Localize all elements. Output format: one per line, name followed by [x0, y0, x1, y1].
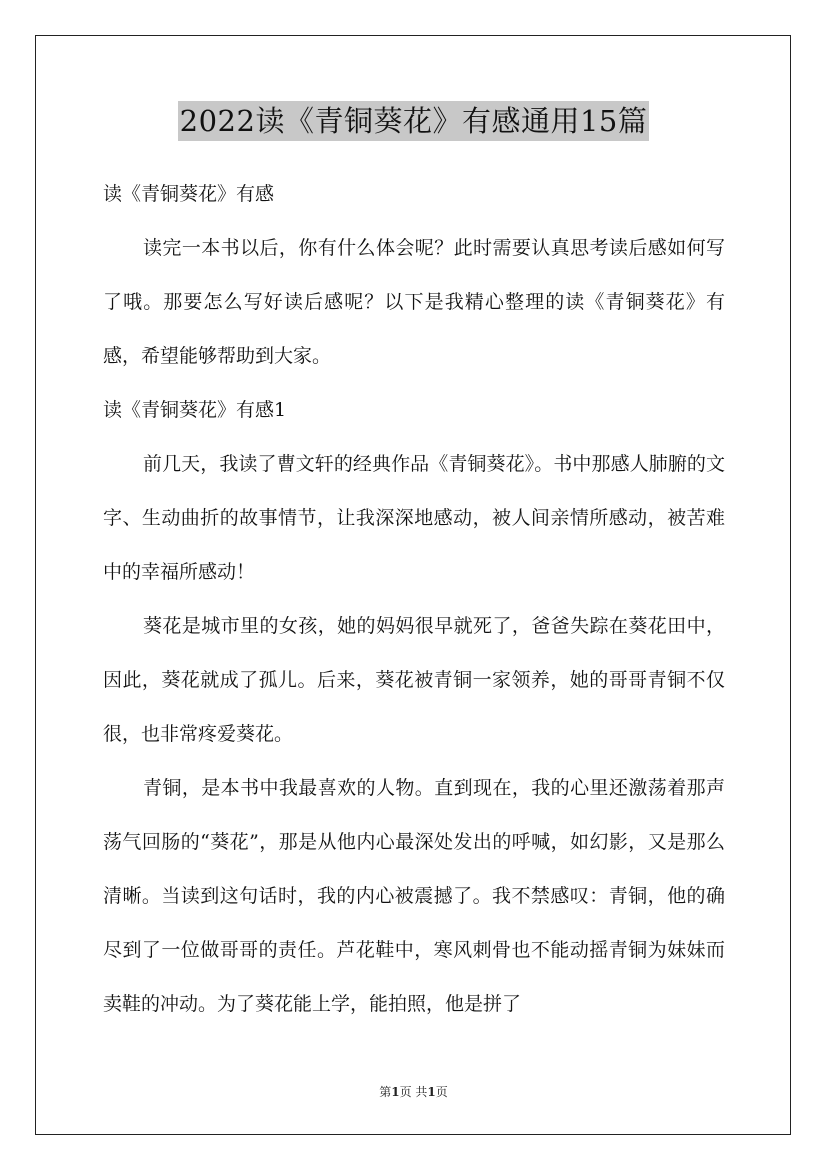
intro-paragraph: 读完一本书以后，你有什么体会呢？此时需要认真思考读后感如何写了哦。那要怎么写好读后感呢？以下是我精心整理的读《青铜葵花》有感，希望能够帮助到大家。 — [103, 237, 725, 367]
footer-suffix: 页 — [435, 1085, 448, 1099]
page-footer — [0, 1084, 827, 1100]
subheading: 读《青铜葵花》有感 — [103, 183, 275, 205]
document-title: 2022读《青铜葵花》有感通用15篇 — [178, 101, 650, 141]
footer-page-number: 1 — [391, 1085, 400, 1099]
body-paragraph-3: 青铜，是本书中我最喜欢的人物。直到现在，我的心里还激荡着那声荡气回肠的“葵花”，那是从他内心最深处发出的呼喊，如幻影，又是那么清晰。当读到这句话时，我的内心被震撼了。我不禁感叹：青铜，他的确尽到了一位做哥哥的责任。芦花鞋中，寒风刺骨也不能动摇青铜为妹妹而卖鞋的冲动。为了葵花能上学，能拍照，他是拼了 — [103, 777, 725, 1015]
title-container — [0, 101, 827, 141]
footer-prefix: 第 — [379, 1085, 392, 1099]
body-paragraph-2: 葵花是城市里的女孩，她的妈妈很早就死了，爸爸失踪在葵花田中，因此，葵花就成了孤儿。后来，葵花被青铜一家领养，她的哥哥青铜不仅很，也非常疼爱葵花。 — [103, 615, 725, 745]
footer-total-pages: 1 — [427, 1085, 436, 1099]
section-heading: 读《青铜葵花》有感1 — [103, 399, 287, 421]
body-paragraph-1: 前几天，我读了曹文轩的经典作品《青铜葵花》。书中那感人肺腑的文字、生动曲折的故事情节，让我深深地感动，被人间亲情所感动，被苦难中的幸福所感动！ — [103, 453, 725, 583]
footer-middle: 页 共 — [399, 1085, 428, 1099]
